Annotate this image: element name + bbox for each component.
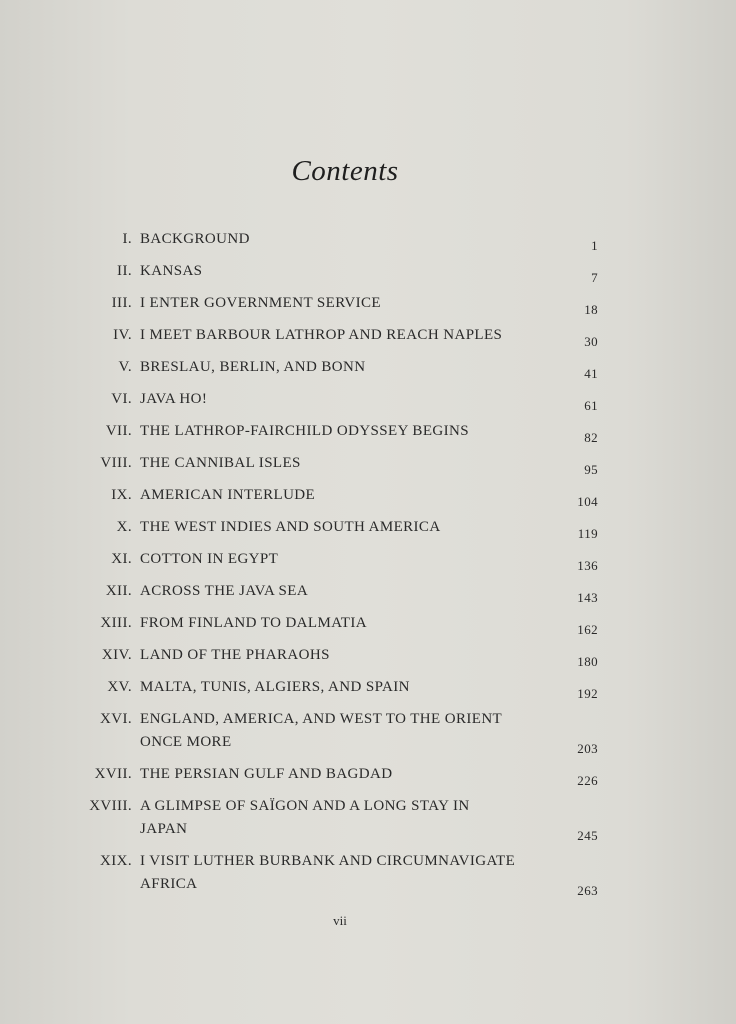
toc-entry	[70, 516, 610, 539]
chapter-title-line: THE LATHROP-FAIRCHILD ODYSSEY BEGINS	[140, 423, 469, 439]
chapter-title	[140, 324, 570, 347]
chapter-page-number: 7	[591, 270, 598, 285]
chapter-title-line: THE WEST INDIES AND SOUTH AMERICA	[140, 519, 441, 535]
chapter-title-line: ENGLAND, AMERICA, AND WEST TO THE ORIENT	[140, 711, 503, 727]
page-folio: vii	[333, 913, 347, 928]
chapter-page-number: 82	[584, 430, 598, 445]
toc-entry	[70, 580, 610, 603]
chapter-number: XVIII.	[89, 798, 132, 814]
toc-entry	[70, 795, 610, 841]
toc-entry	[70, 850, 610, 896]
chapter-page-number: 245	[577, 828, 598, 843]
chapter-title-continuation: JAPAN	[140, 821, 188, 837]
chapter-number: IV.	[113, 327, 132, 343]
chapter-number: XI.	[111, 551, 132, 567]
toc-entry	[70, 356, 610, 379]
chapter-title-line: MALTA, TUNIS, ALGIERS, AND SPAIN	[140, 679, 410, 695]
chapter-page-number: 61	[584, 398, 598, 413]
chapter-title-line: BRESLAU, BERLIN, AND BONN	[140, 359, 366, 375]
toc-entry	[70, 452, 610, 475]
chapter-title-line: BACKGROUND	[140, 231, 250, 247]
chapter-page-number: 119	[577, 526, 598, 541]
chapter-title-line: THE PERSIAN GULF AND BAGDAD	[140, 766, 393, 782]
chapter-title-line: I VISIT LUTHER BURBANK AND CIRCUMNAVIGATE	[140, 853, 516, 869]
chapter-title	[140, 260, 570, 283]
chapter-title-line: A GLIMPSE OF SAÏGON AND A LONG STAY IN	[140, 798, 470, 814]
chapter-title	[140, 548, 570, 571]
toc-entry	[70, 292, 610, 315]
toc-entry	[70, 763, 610, 786]
chapter-title	[140, 356, 570, 379]
chapter-title	[140, 452, 570, 475]
chapter-title	[140, 708, 570, 754]
chapter-title	[140, 763, 570, 786]
chapter-title-line: I ENTER GOVERNMENT SERVICE	[140, 295, 381, 311]
toc-entry	[70, 324, 610, 347]
chapter-title-line: THE CANNIBAL ISLES	[140, 455, 301, 471]
chapter-title-line: ACROSS THE JAVA SEA	[140, 583, 309, 599]
chapter-page-number: 162	[577, 622, 598, 637]
chapter-title	[140, 580, 570, 603]
chapter-page-number: 226	[577, 773, 598, 788]
chapter-page-number: 136	[577, 558, 598, 573]
chapter-title	[140, 612, 570, 635]
chapter-number: XII.	[105, 583, 132, 599]
chapter-number: VIII.	[100, 455, 132, 471]
chapter-page-number: 203	[577, 741, 598, 756]
chapter-number: II.	[117, 263, 132, 279]
chapter-title	[140, 795, 570, 841]
chapter-number: XV.	[107, 679, 132, 695]
chapter-number: XVII.	[94, 766, 132, 782]
toc-entry	[70, 612, 610, 635]
toc-entry	[70, 420, 610, 443]
chapter-page-number: 41	[584, 366, 598, 381]
chapter-number: XIX.	[99, 853, 132, 869]
chapter-page-number: 143	[577, 590, 598, 605]
chapter-number: XVI.	[99, 711, 132, 727]
toc-entry	[70, 228, 610, 251]
chapter-page-number: 104	[577, 494, 598, 509]
toc-entry	[70, 388, 610, 411]
toc-entry	[70, 676, 610, 699]
chapter-page-number: 18	[584, 302, 598, 317]
chapter-number: X.	[116, 519, 132, 535]
chapter-number: III.	[111, 295, 132, 311]
toc-entry	[70, 260, 610, 283]
chapter-title-line: LAND OF THE PHARAOHS	[140, 647, 330, 663]
toc-entry	[70, 548, 610, 571]
table-of-contents	[70, 228, 610, 905]
chapter-title	[140, 292, 570, 315]
chapter-page-number: 30	[584, 334, 598, 349]
chapter-number: XIII.	[100, 615, 132, 631]
chapter-number: VI.	[111, 391, 132, 407]
page-title: Contents	[291, 155, 399, 187]
chapter-title-line: KANSAS	[140, 263, 203, 279]
chapter-title-line: COTTON IN EGYPT	[140, 551, 279, 567]
toc-entry	[70, 484, 610, 507]
chapter-page-number: 1	[591, 238, 598, 253]
chapter-title	[140, 850, 570, 896]
chapter-page-number: 192	[577, 686, 598, 701]
chapter-number: VII.	[105, 423, 132, 439]
chapter-title-line: AMERICAN INTERLUDE	[140, 487, 316, 503]
chapter-number: I.	[122, 231, 132, 247]
toc-entry	[70, 644, 610, 667]
chapter-title-line: FROM FINLAND TO DALMATIA	[140, 615, 367, 631]
chapter-title-continuation: AFRICA	[140, 876, 198, 892]
chapter-number: XIV.	[101, 647, 132, 663]
chapter-title	[140, 676, 570, 699]
chapter-title-continuation: ONCE MORE	[140, 734, 232, 750]
chapter-number: V.	[118, 359, 132, 375]
chapter-title-line: JAVA HO!	[140, 391, 208, 407]
toc-entry	[70, 708, 610, 754]
chapter-title	[140, 644, 570, 667]
chapter-title	[140, 388, 570, 411]
chapter-page-number: 180	[577, 654, 598, 669]
chapter-page-number: 95	[584, 462, 598, 477]
chapter-page-number: 263	[577, 883, 598, 898]
chapter-title	[140, 228, 570, 251]
chapter-title-line: I MEET BARBOUR LATHROP AND REACH NAPLES	[140, 327, 503, 343]
chapter-title	[140, 516, 570, 539]
chapter-number: IX.	[111, 487, 132, 503]
chapter-title	[140, 420, 570, 443]
chapter-title	[140, 484, 570, 507]
